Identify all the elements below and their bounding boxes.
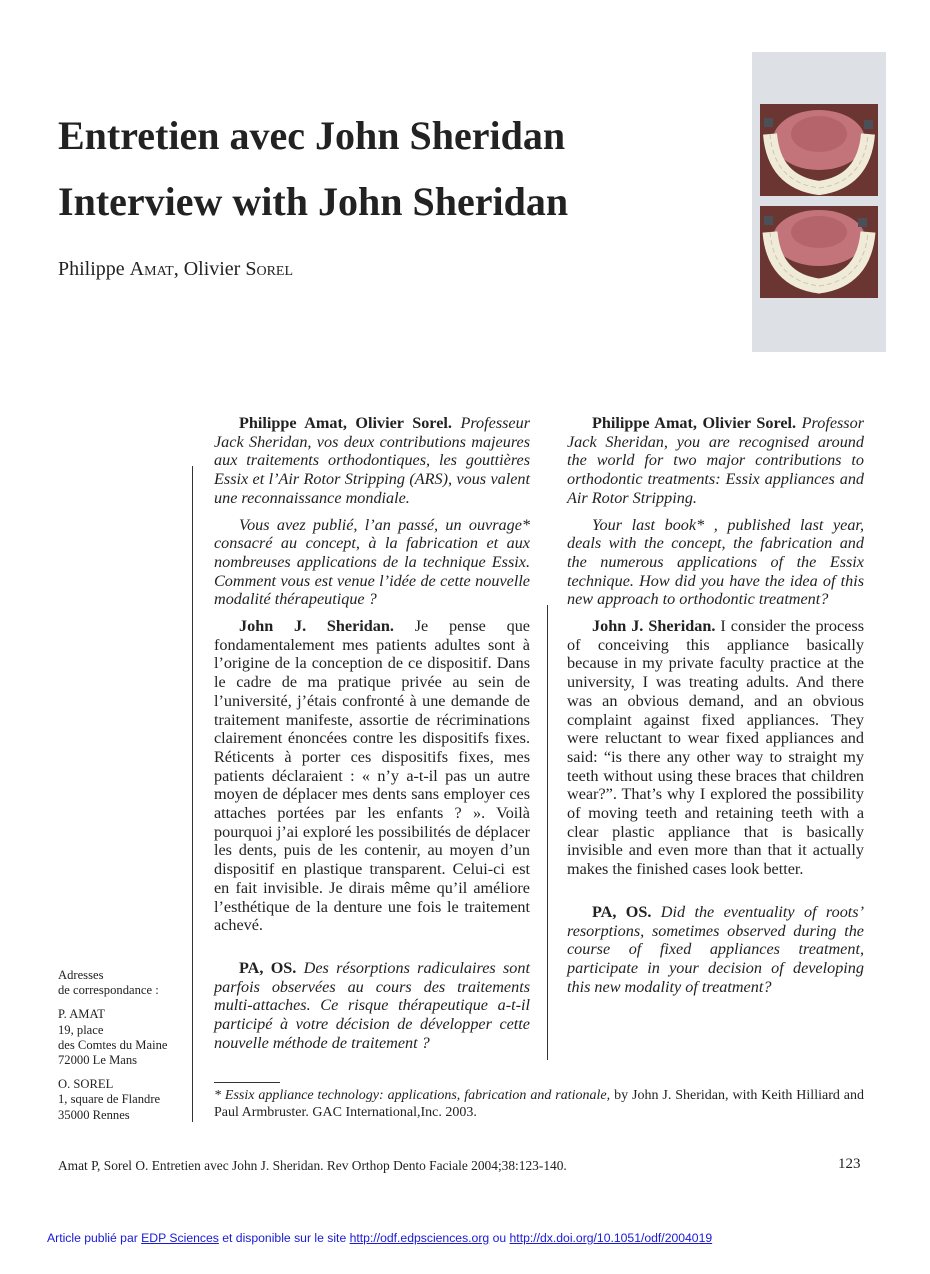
- publisher-bar: Article publié par EDP Sciences et disponible sur le site http://odf.edpsciences.org ou http://dx.doi.org/10.1051/odf/2004019: [47, 1231, 713, 1245]
- column-french: [214, 414, 530, 1061]
- address-label: Adresses de correspondance :: [58, 968, 159, 998]
- doi-link[interactable]: http://dx.doi.org/10.1051/odf/2004019: [509, 1231, 713, 1245]
- answer-1-fr: John J. Sheridan. Je pense que fondamentalement mes patients adultes sont à l’origine de la conception de ce dispositif. Dans le cadre de ma pratique privée au sein de l’université, j’étais confronté à une demande de traitement manifeste, assortie de récriminations clairement énoncées contre les dispositifs fixes. Réticents à porter ces dispositifs fixes, mes patients déclaraient : « n’y a-t-il pas un autre moyen de déplacer mes dents sans employer ces attaches portées par les enfants ? ». Voilà pourquoi j’ai exploré les possibilités de déplacer les dents, puis de les contenir, au moyen d’un dispositif en plastique transparent. Celui-ci est en fait invisible. Je dirais même qu’il améliore l’esthétique de la denture une fois le traitement achevé.: [214, 617, 530, 935]
- question-3-en: PA, OS. Did the eventuality of roots’ resorptions, sometimes observed during the course of fixed appliances treatment, participate in your decision of developing this new modality of treatment?: [567, 902, 864, 996]
- odf-site-link[interactable]: http://odf.edpsciences.org: [349, 1231, 490, 1245]
- authors-line: Philippe Amat, Olivier Sorel: [58, 258, 294, 280]
- question-1-fr: Philippe Amat, Olivier Sorel. Professeur Jack Sheridan, vos deux contributions majeures aux traitements orthodontiques, les gouttières Essix et l’Air Rotor Stripping (ARS), vous valent une reconnaissance mondiale.: [214, 414, 531, 507]
- title-french: Entretien avec John Sheridan: [58, 113, 566, 158]
- dental-photo-lower-arch: [760, 104, 878, 196]
- citation-line: Amat P, Sorel O. Entretien avec John J. Sheridan. Rev Orthop Dento Faciale 2004;38:123-140.: [58, 1158, 567, 1173]
- column-english: [567, 414, 864, 1004]
- title-english: Interview with John Sheridan: [58, 179, 569, 224]
- column-rule-middle: [547, 605, 548, 1060]
- question-3-fr: PA, OS. Des résorptions radiculaires sont parfois observées au cours des traitements multi-attaches. Ce risque thérapeutique a-t-il participé à votre décision de développer cette nouvelle méthode de traitement ?: [214, 958, 530, 1052]
- dental-photo-lower-arch-after: [760, 206, 878, 298]
- answer-1-en: John J. Sheridan. I consider the process of conceiving this appliance basically because in my private faculty practice at the university, I was treating adults. And there was an obvious demand, and an obvious complaint against fixed appliances. They were reluctant to wear fixed appliances and said: “is there any other way to straight my teeth without using these braces that children wear?”. That’s why I explored the possibility of moving teeth and retaining teeth with a clear plastic appliance that is basically invisible and even more than that it actually makes the finished cases look better.: [567, 617, 864, 879]
- page-number: 123: [838, 1156, 861, 1172]
- footnote: * Essix appliance technology: applications, fabrication and rationale, by John J. Sheridan, with Keith Hilliard and Paul Armbruster. GAC International,Inc. 2003.: [214, 1088, 864, 1120]
- question-2-en: Your last book* , published last year, deals with the concept, the fabrication and the numerous applications of the Essix technique. How did you have the idea of this new approach to orthodontic treatment?: [567, 515, 864, 609]
- edp-sciences-link[interactable]: EDP Sciences: [141, 1231, 219, 1245]
- address-sorel: O. SOREL 1, square de Flandre 35000 Rennes: [58, 1077, 161, 1122]
- correspondence-address: [58, 968, 183, 1132]
- footnote-rule: [214, 1082, 280, 1083]
- address-amat: P. AMAT 19, place des Comtes du Maine 72000 Le Mans: [58, 1007, 168, 1068]
- column-rule-left: [192, 466, 193, 1122]
- question-2-fr: Vous avez publié, l’an passé, un ouvrage* consacré au concept, à la fabrication et aux nombreuses applications de la technique Essix. Comment vous est venue l’idée de cette nouvelle modalité thérapeutique ?: [214, 515, 530, 609]
- question-1-en: Philippe Amat, Olivier Sorel. Professor Jack Sheridan, you are recognised around the world for two major contributions to orthodontic treatments: Essix appliances and Air Rotor Stripping.: [567, 414, 865, 507]
- dental-photo-panel: [752, 52, 886, 352]
